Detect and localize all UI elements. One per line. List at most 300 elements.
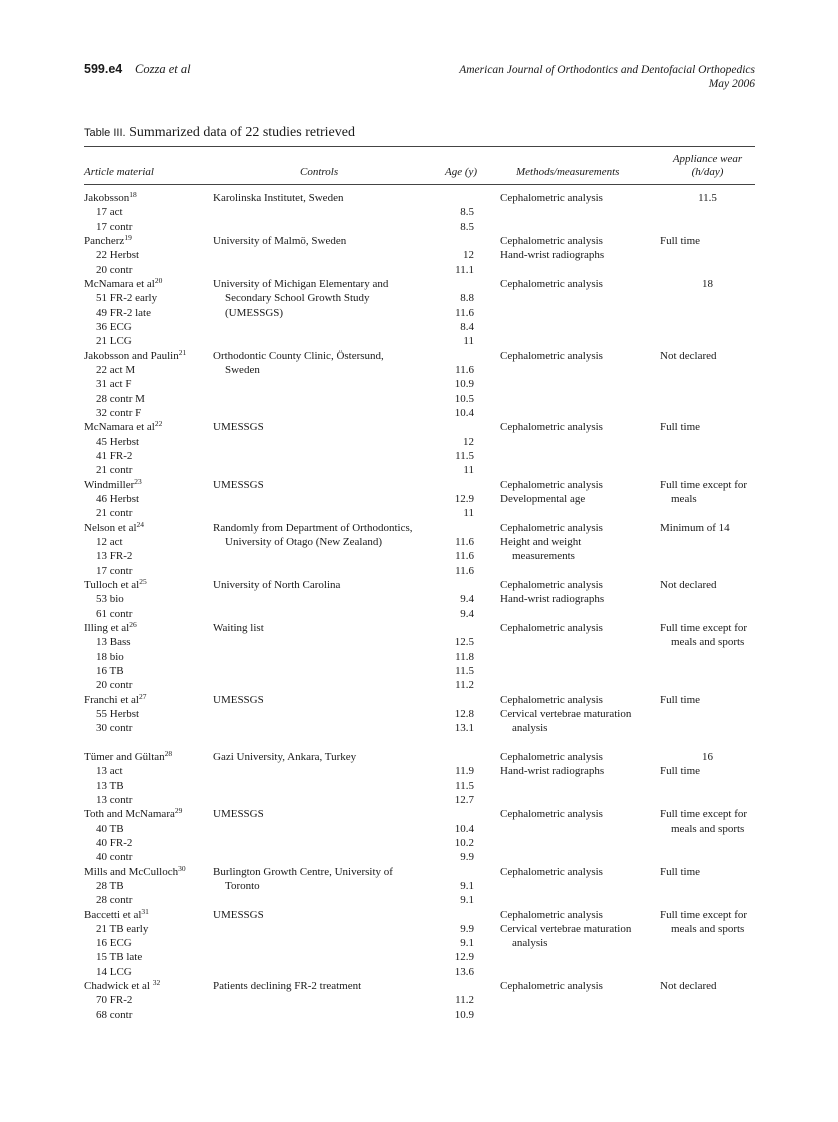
methods-cell-text: Cephalometric analysis bbox=[500, 277, 603, 290]
methods-cell bbox=[500, 191, 603, 205]
age-cell bbox=[400, 406, 474, 420]
wear-cell bbox=[660, 764, 700, 778]
wear-cell-text: Full time bbox=[660, 765, 701, 778]
subgroup-label bbox=[96, 205, 123, 219]
methods-cell-text: analysis bbox=[512, 937, 548, 950]
methods-cell-text: Cephalometric analysis bbox=[500, 421, 603, 434]
age-cell-text: 13.6 bbox=[454, 965, 474, 978]
age-cell-text: 12.8 bbox=[454, 707, 474, 720]
controls-cell bbox=[213, 578, 340, 592]
controls-cell bbox=[213, 521, 413, 535]
subgroup-label bbox=[96, 664, 124, 678]
age-cell-text: 12 bbox=[463, 249, 474, 262]
subgroup-label-text: 41 FR-2 bbox=[96, 449, 133, 462]
methods-cell-text: Cephalometric analysis bbox=[500, 693, 603, 706]
col-header-controls: Controls bbox=[300, 166, 339, 178]
age-cell bbox=[400, 1008, 474, 1022]
subgroup-label bbox=[96, 707, 139, 721]
age-cell bbox=[400, 764, 474, 778]
subgroup-label-text: 46 Herbst bbox=[96, 492, 140, 505]
subgroup-label-text: 20 contr bbox=[96, 263, 133, 276]
age-cell-text: 10.4 bbox=[454, 406, 474, 419]
subgroup-label-text: 13 TB bbox=[96, 779, 124, 792]
study-author bbox=[84, 521, 144, 535]
subgroup-label-text: 31 act F bbox=[96, 378, 132, 391]
age-cell bbox=[400, 549, 474, 563]
wear-cell-text: 18 bbox=[702, 277, 713, 290]
controls-cell bbox=[213, 908, 264, 922]
subgroup-label bbox=[96, 263, 132, 277]
subgroup-label-text: 16 ECG bbox=[96, 937, 132, 950]
subgroup-label bbox=[96, 965, 132, 979]
wear-cell bbox=[671, 822, 744, 836]
controls-cell-text: University of North Carolina bbox=[213, 578, 341, 591]
wear-cell bbox=[660, 234, 700, 248]
wear-cell-text: Full time except for bbox=[660, 808, 748, 821]
subgroup-label bbox=[96, 922, 148, 936]
controls-cell-text: University of Michigan Elementary and bbox=[213, 277, 389, 290]
subgroup-label bbox=[96, 779, 124, 793]
reference-number: 27 bbox=[138, 691, 147, 701]
methods-cell-text: Cephalometric analysis bbox=[500, 750, 603, 763]
wear-cell-text: meals and sports bbox=[671, 636, 745, 649]
study-author bbox=[84, 750, 172, 764]
wear-cell-text: Not declared bbox=[660, 578, 717, 591]
methods-cell-text: Cephalometric analysis bbox=[500, 980, 603, 993]
wear-cell bbox=[660, 191, 755, 205]
wear-cell-text: meals and sports bbox=[671, 822, 745, 835]
controls-cell-text: Patients declining FR-2 treatment bbox=[213, 980, 362, 993]
methods-cell-text: Cephalometric analysis bbox=[500, 621, 603, 634]
methods-cell-text: Cephalometric analysis bbox=[500, 521, 603, 534]
table-title: Summarized data of 22 studies retrieved bbox=[129, 125, 355, 140]
age-cell-text: 11.2 bbox=[455, 679, 474, 692]
subgroup-label bbox=[96, 392, 145, 406]
methods-cell-text: Developmental age bbox=[500, 492, 586, 505]
age-cell bbox=[400, 678, 474, 692]
table-caption bbox=[84, 125, 355, 141]
subgroup-label bbox=[96, 320, 132, 334]
age-cell bbox=[400, 950, 474, 964]
age-cell bbox=[400, 535, 474, 549]
age-cell-text: 12.9 bbox=[454, 951, 474, 964]
controls-cell bbox=[213, 693, 264, 707]
wear-cell-text: meals and sports bbox=[671, 922, 745, 935]
age-cell-text: 10.2 bbox=[454, 836, 474, 849]
col-header-article: Article material bbox=[84, 166, 154, 178]
table-header-rule bbox=[84, 184, 755, 185]
wear-cell bbox=[660, 807, 747, 821]
age-cell bbox=[400, 263, 474, 277]
controls-cell bbox=[213, 277, 388, 291]
methods-cell-text: Cephalometric analysis bbox=[500, 234, 603, 247]
reference-number: 22 bbox=[154, 419, 163, 429]
methods-cell bbox=[500, 478, 603, 492]
reference-number: 21 bbox=[178, 347, 187, 357]
col-header-methods: Methods/measurements bbox=[516, 166, 620, 178]
age-cell-text: 12 bbox=[463, 435, 474, 448]
controls-cell-text: UMESSGS bbox=[213, 808, 264, 821]
age-cell-text: 13.1 bbox=[454, 722, 474, 735]
methods-cell bbox=[500, 248, 604, 262]
subgroup-label-text: 13 FR-2 bbox=[96, 550, 133, 563]
age-cell-text: 11 bbox=[463, 335, 474, 348]
col-header-wear-line1: Appliance wear bbox=[672, 153, 743, 165]
subgroup-label-text: 21 contr bbox=[96, 507, 133, 520]
age-cell bbox=[400, 721, 474, 735]
age-cell-text: 9.1 bbox=[460, 894, 474, 907]
wear-cell bbox=[660, 865, 700, 879]
wear-cell bbox=[660, 578, 717, 592]
subgroup-label-text: 16 TB bbox=[96, 664, 124, 677]
reference-number: 25 bbox=[139, 576, 147, 586]
methods-cell bbox=[500, 592, 604, 606]
wear-cell-text: Full time bbox=[660, 421, 701, 434]
wear-cell-text: Full time except for bbox=[660, 478, 748, 491]
controls-cell-text: Secondary School Growth Study bbox=[225, 292, 370, 305]
methods-cell bbox=[500, 865, 603, 879]
age-cell-text: 11.6 bbox=[455, 363, 474, 376]
methods-cell bbox=[500, 807, 603, 821]
running-authors: Cozza et al bbox=[135, 62, 191, 76]
subgroup-label bbox=[96, 334, 132, 348]
subgroup-label bbox=[96, 564, 132, 578]
wear-cell bbox=[660, 750, 755, 764]
methods-cell-text: Hand-wrist radiographs bbox=[500, 593, 605, 606]
subgroup-label-text: 15 TB late bbox=[96, 951, 143, 964]
study-author-text: Illing et al bbox=[84, 621, 130, 634]
study-author-text: Windmiller bbox=[84, 478, 135, 491]
age-cell-text: 10.9 bbox=[454, 1008, 474, 1021]
wear-cell-text: Full time except for bbox=[660, 908, 748, 921]
controls-cell bbox=[225, 535, 382, 549]
study-author-text: Jakobsson and Paulin bbox=[84, 349, 179, 362]
study-author bbox=[84, 277, 162, 291]
study-author-text: Pancherz bbox=[84, 234, 125, 247]
age-cell-text: 10.5 bbox=[454, 392, 474, 405]
wear-cell bbox=[671, 492, 697, 506]
age-cell bbox=[400, 392, 474, 406]
study-author-text: Tulloch et al bbox=[84, 578, 140, 591]
subgroup-label bbox=[96, 879, 124, 893]
methods-cell-text: Height and weight bbox=[500, 535, 582, 548]
age-cell bbox=[400, 664, 474, 678]
age-cell bbox=[400, 506, 474, 520]
age-cell bbox=[400, 449, 474, 463]
subgroup-label bbox=[96, 764, 123, 778]
col-header-wear bbox=[660, 153, 755, 179]
study-author bbox=[84, 349, 186, 363]
wear-cell bbox=[660, 277, 755, 291]
age-cell-text: 11.9 bbox=[455, 765, 474, 778]
methods-cell-text: Hand-wrist radiographs bbox=[500, 249, 605, 262]
controls-cell bbox=[225, 291, 370, 305]
methods-cell bbox=[500, 750, 603, 764]
reference-number: 19 bbox=[124, 232, 132, 242]
study-author-text: McNamara et al bbox=[84, 277, 155, 290]
subgroup-label-text: 40 contr bbox=[96, 851, 133, 864]
age-cell-text: 12.9 bbox=[454, 492, 474, 505]
controls-cell-text: Karolinska Institutet, Sweden bbox=[213, 192, 344, 204]
age-cell-text: 11.6 bbox=[455, 564, 474, 577]
age-cell bbox=[400, 822, 474, 836]
subgroup-label-text: 17 act bbox=[96, 206, 123, 219]
controls-cell bbox=[213, 478, 264, 492]
subgroup-label-text: 53 bio bbox=[96, 593, 124, 606]
wear-cell-text: Not declared bbox=[660, 980, 717, 993]
subgroup-label-text: 28 TB bbox=[96, 879, 124, 892]
subgroup-label-text: 40 FR-2 bbox=[96, 836, 133, 849]
age-cell bbox=[400, 435, 474, 449]
methods-cell-text: Cephalometric analysis bbox=[500, 808, 603, 821]
subgroup-label-text: 70 FR-2 bbox=[96, 994, 133, 1007]
methods-cell-text: Cephalometric analysis bbox=[500, 908, 603, 921]
reference-number: 31 bbox=[141, 906, 149, 916]
subgroup-label bbox=[96, 377, 131, 391]
methods-cell-text: Cervical vertebrae maturation bbox=[500, 707, 632, 720]
subgroup-label-text: 17 contr bbox=[96, 564, 133, 577]
age-cell bbox=[400, 893, 474, 907]
subgroup-label bbox=[96, 435, 139, 449]
age-cell bbox=[400, 607, 474, 621]
subgroup-label-text: 40 TB bbox=[96, 822, 124, 835]
methods-cell bbox=[500, 234, 603, 248]
controls-cell-text: (UMESSGS) bbox=[225, 306, 284, 319]
methods-cell bbox=[512, 721, 547, 735]
controls-cell bbox=[213, 750, 356, 764]
subgroup-label-text: 30 contr bbox=[96, 722, 133, 735]
subgroup-label-text: 18 bio bbox=[96, 650, 124, 663]
age-cell-text: 8.5 bbox=[460, 220, 474, 233]
reference-number: 24 bbox=[136, 519, 145, 529]
controls-cell bbox=[213, 234, 346, 248]
subgroup-label-text: 28 contr bbox=[96, 894, 133, 907]
subgroup-label bbox=[96, 950, 142, 964]
subgroup-label-text: 21 TB early bbox=[96, 922, 149, 935]
subgroup-label bbox=[96, 535, 123, 549]
subgroup-label-text: 20 contr bbox=[96, 679, 133, 692]
subgroup-label bbox=[96, 248, 139, 262]
subgroup-label bbox=[96, 850, 132, 864]
methods-cell-text: Cephalometric analysis bbox=[500, 478, 603, 491]
study-author bbox=[84, 979, 160, 993]
reference-number: 28 bbox=[164, 748, 173, 758]
wear-cell bbox=[660, 621, 747, 635]
study-author bbox=[84, 578, 147, 592]
subgroup-label bbox=[96, 463, 132, 477]
subgroup-label bbox=[96, 836, 132, 850]
controls-cell bbox=[213, 979, 361, 993]
subgroup-label bbox=[96, 650, 124, 664]
wear-cell-text: 11.5 bbox=[698, 192, 717, 204]
age-cell bbox=[400, 248, 474, 262]
subgroup-label bbox=[96, 492, 139, 506]
study-author-text: Mills and McCulloch bbox=[84, 865, 179, 878]
age-cell-text: 10.9 bbox=[454, 378, 474, 391]
controls-cell-text: Randomly from Department of Orthodontics, bbox=[213, 521, 413, 534]
methods-cell-text: Cephalometric analysis bbox=[500, 578, 603, 591]
methods-cell bbox=[500, 922, 631, 936]
subgroup-label bbox=[96, 936, 132, 950]
study-author bbox=[84, 693, 146, 707]
wear-cell-text: Full time bbox=[660, 693, 701, 706]
controls-cell-text: UMESSGS bbox=[213, 421, 264, 434]
age-cell-text: 11.8 bbox=[455, 650, 474, 663]
methods-cell bbox=[500, 349, 603, 363]
reference-number: 29 bbox=[174, 806, 183, 816]
subgroup-label bbox=[96, 893, 132, 907]
age-cell bbox=[400, 320, 474, 334]
controls-cell-text: Toronto bbox=[225, 879, 260, 892]
controls-cell-text: Gazi University, Ankara, Turkey bbox=[213, 750, 357, 763]
study-author bbox=[84, 807, 182, 821]
wear-cell bbox=[671, 922, 744, 936]
controls-cell-text: UMESSGS bbox=[213, 693, 264, 706]
study-author-text: Baccetti et al bbox=[84, 908, 142, 921]
subgroup-label-text: 13 Bass bbox=[96, 636, 131, 649]
subgroup-label-text: 32 contr F bbox=[96, 406, 142, 419]
subgroup-label-text: 68 contr bbox=[96, 1008, 133, 1021]
subgroup-label-text: 22 act M bbox=[96, 363, 136, 376]
subgroup-label bbox=[96, 406, 141, 420]
subgroup-label bbox=[96, 449, 132, 463]
age-cell bbox=[400, 363, 474, 377]
study-author bbox=[84, 420, 162, 434]
age-cell-text: 9.4 bbox=[460, 607, 474, 620]
age-cell bbox=[400, 377, 474, 391]
age-cell-text: 9.9 bbox=[460, 922, 474, 935]
subgroup-label-text: 17 contr bbox=[96, 220, 133, 233]
wear-cell-text: Full time except for bbox=[660, 621, 748, 634]
age-cell-text: 11 bbox=[463, 507, 474, 520]
wear-cell bbox=[660, 693, 700, 707]
controls-cell-text: Burlington Growth Centre, University of bbox=[213, 865, 393, 878]
age-cell-text: 8.5 bbox=[460, 206, 474, 219]
subgroup-label-text: 13 act bbox=[96, 765, 123, 778]
study-author bbox=[84, 908, 149, 922]
controls-cell bbox=[225, 363, 260, 377]
controls-cell bbox=[225, 306, 283, 320]
wear-cell-text: Minimum of 14 bbox=[660, 521, 730, 534]
subgroup-label bbox=[96, 306, 151, 320]
methods-cell-text: Cephalometric analysis bbox=[500, 349, 603, 362]
age-cell bbox=[400, 564, 474, 578]
reference-number: 18 bbox=[129, 190, 137, 199]
methods-cell bbox=[500, 707, 631, 721]
controls-cell-text: University of Otago (New Zealand) bbox=[225, 535, 383, 548]
subgroup-label-text: 55 Herbst bbox=[96, 707, 140, 720]
methods-cell bbox=[500, 578, 603, 592]
age-cell-text: 11.5 bbox=[455, 449, 474, 462]
reference-number: 26 bbox=[129, 619, 137, 629]
controls-cell bbox=[213, 807, 264, 821]
subgroup-label-text: 45 Herbst bbox=[96, 435, 140, 448]
wear-cell-text: meals bbox=[671, 492, 697, 505]
study-author bbox=[84, 191, 137, 205]
age-cell-text: 8.8 bbox=[460, 292, 474, 305]
subgroup-label bbox=[96, 993, 132, 1007]
page-number: 599.e4 bbox=[84, 62, 123, 76]
subgroup-label bbox=[96, 607, 132, 621]
wear-cell bbox=[660, 478, 747, 492]
age-cell bbox=[400, 334, 474, 348]
subgroup-label-text: 49 FR-2 late bbox=[96, 306, 151, 319]
controls-cell-text: UMESSGS bbox=[213, 478, 264, 491]
controls-cell-text: University of Malmö, Sweden bbox=[213, 234, 347, 247]
age-cell bbox=[400, 922, 474, 936]
subgroup-label bbox=[96, 635, 131, 649]
wear-cell bbox=[660, 979, 717, 993]
age-cell-text: 12.5 bbox=[454, 636, 474, 649]
age-cell-text: 8.4 bbox=[460, 320, 474, 333]
subgroup-label bbox=[96, 549, 132, 563]
methods-cell bbox=[500, 535, 581, 549]
age-cell-text: 11.6 bbox=[455, 550, 474, 563]
subgroup-label-text: 12 act bbox=[96, 535, 123, 548]
subgroup-label bbox=[96, 678, 132, 692]
study-author-text: Chadwick et al bbox=[84, 980, 153, 993]
wear-cell bbox=[660, 521, 730, 535]
controls-cell bbox=[225, 879, 260, 893]
methods-cell bbox=[512, 549, 575, 563]
methods-cell-text: measurements bbox=[512, 550, 575, 563]
subgroup-label bbox=[96, 220, 132, 234]
study-author bbox=[84, 234, 132, 248]
methods-cell bbox=[500, 979, 603, 993]
subgroup-label-text: 21 LCG bbox=[96, 335, 132, 348]
age-cell bbox=[400, 205, 474, 219]
age-cell bbox=[400, 850, 474, 864]
controls-cell-text: Sweden bbox=[225, 363, 260, 376]
controls-cell-text: Waiting list bbox=[213, 621, 264, 634]
wear-cell-text: Not declared bbox=[660, 349, 717, 362]
subgroup-label bbox=[96, 822, 124, 836]
journal-title: American Journal of Orthodontics and Dentofacial Orthopedics bbox=[459, 64, 755, 76]
controls-cell bbox=[213, 621, 264, 635]
age-cell-text: 9.1 bbox=[460, 937, 474, 950]
methods-cell-text: Cephalometric analysis bbox=[500, 865, 603, 878]
age-cell bbox=[400, 463, 474, 477]
subgroup-label bbox=[96, 793, 132, 807]
controls-cell-text: UMESSGS bbox=[213, 908, 264, 921]
methods-cell bbox=[512, 936, 547, 950]
age-cell bbox=[400, 793, 474, 807]
col-header-wear-line2: (h/day) bbox=[691, 166, 724, 178]
methods-cell bbox=[500, 492, 585, 506]
age-cell-text: 9.4 bbox=[460, 593, 474, 606]
wear-cell-text: Full time bbox=[660, 865, 701, 878]
age-cell-text: 11.6 bbox=[455, 535, 474, 548]
subgroup-label bbox=[96, 506, 132, 520]
age-cell-text: 11.1 bbox=[455, 263, 474, 276]
study-author-text: Toth and McNamara bbox=[84, 808, 175, 821]
age-cell bbox=[400, 965, 474, 979]
methods-cell bbox=[500, 693, 603, 707]
study-author-text: Nelson et al bbox=[84, 521, 137, 534]
age-cell bbox=[400, 291, 474, 305]
age-cell bbox=[400, 220, 474, 234]
age-cell bbox=[400, 635, 474, 649]
methods-cell bbox=[500, 764, 604, 778]
subgroup-label bbox=[96, 592, 124, 606]
reference-number: 32 bbox=[152, 978, 161, 988]
wear-cell-text: Full time bbox=[660, 234, 701, 247]
age-cell-text: 10.4 bbox=[454, 822, 474, 835]
subgroup-label bbox=[96, 291, 157, 305]
methods-cell-text: analysis bbox=[512, 722, 548, 735]
table-label: Table III. bbox=[84, 127, 126, 139]
subgroup-label-text: 22 Herbst bbox=[96, 249, 140, 262]
